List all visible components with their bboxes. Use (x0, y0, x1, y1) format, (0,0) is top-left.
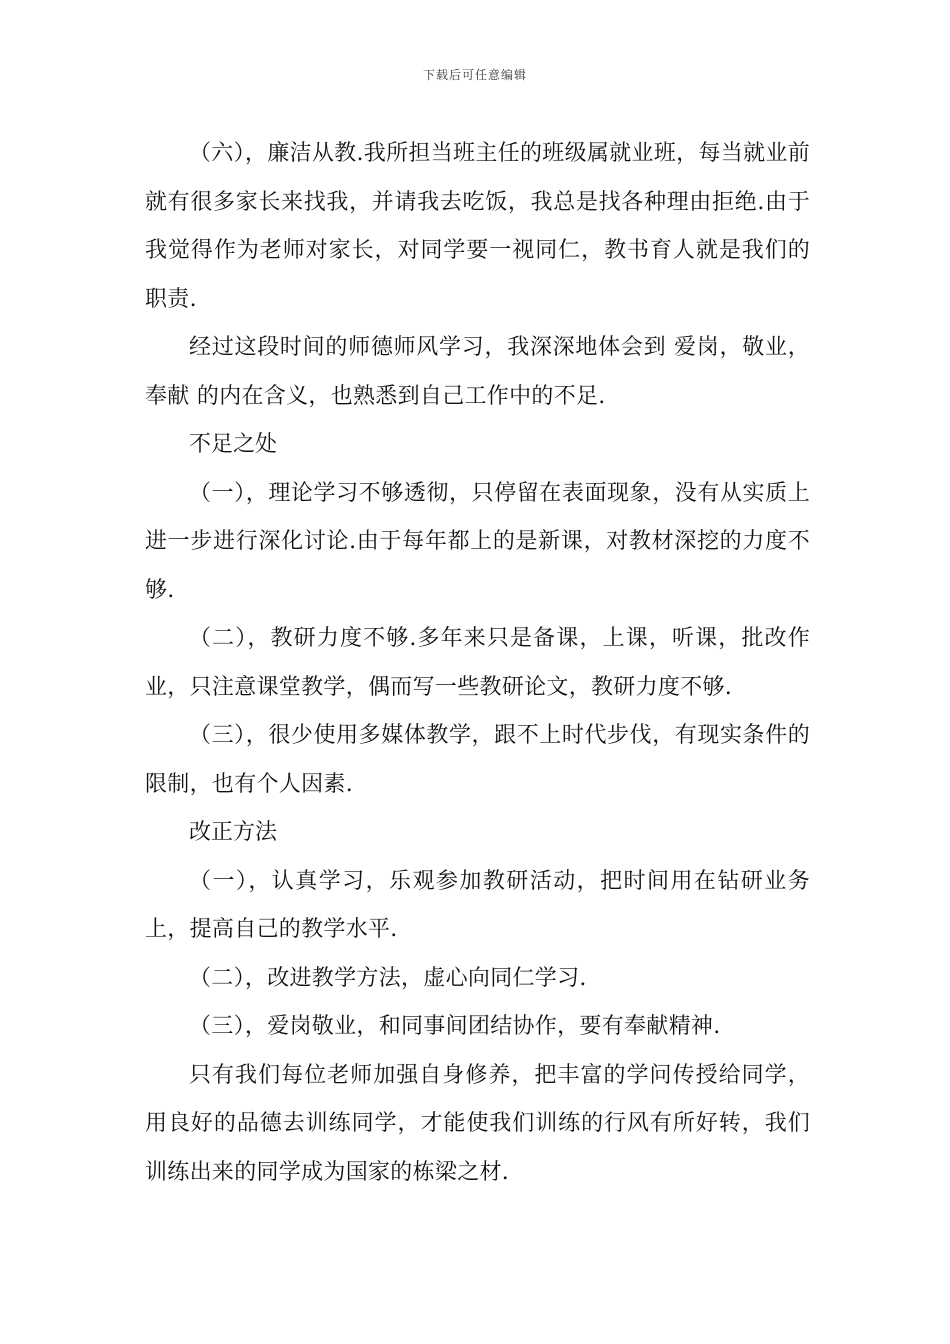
paragraph-shortcoming-3: （三），很少使用多媒体教学，跟不上时代步伐，有现实条件的限制，也有个人因素. (145, 723, 810, 797)
paragraph-conclusion: 只有我们每位老师加强自身修养，把丰富的学问传授给同学，用良好的品德去训练同学，才能使我们训练的行风有所好转，我们训练出来的同学成为国家的栋梁之材. (145, 1062, 810, 1185)
paragraph-improvement-3: （三），爱岗敬业，和同事间团结协作，要有奉献精神. (189, 1014, 721, 1039)
paragraph-integrity: （六），廉洁从教.我所担当班主任的班级属就业班，每当就业前就有很多家长来找我，并请我去吃饭，我总是找各种理由拒绝.由于我觉得作为老师对家长，对同学要一视同仁，教书育人就是我们的职责. (145, 141, 810, 312)
page-header: 下载后可任意编辑 (422, 68, 527, 82)
paragraph-improvement-1: （一），认真学习，乐观参加教研活动，把时间用在钻研业务上，提高自己的教学水平. (145, 868, 810, 942)
paragraph-summary: 经过这段时间的师德师风学习，我深深地体会到 爱岗，敬业，奉献 的内在含义，也熟悉到自己工作中的不足. (145, 335, 810, 409)
heading-improvements: 改正方法 (189, 820, 278, 845)
paragraph-shortcoming-1: （一），理论学习不够透彻，只停留在表面现象，没有从实质上进一步进行深化讨论.由于每年都上的是新课，对教材深挖的力度不够. (145, 480, 810, 603)
paragraph-improvement-2: （二），改进教学方法，虚心向同仁学习. (189, 965, 587, 991)
heading-shortcomings: 不足之处 (189, 432, 278, 457)
document-body (145, 130, 810, 1197)
paragraph-shortcoming-2: （二），教研力度不够.多年来只是备课，上课，听课，批改作业，只注意课堂教学，偶而写一些教研论文，教研力度不够. (145, 626, 810, 700)
